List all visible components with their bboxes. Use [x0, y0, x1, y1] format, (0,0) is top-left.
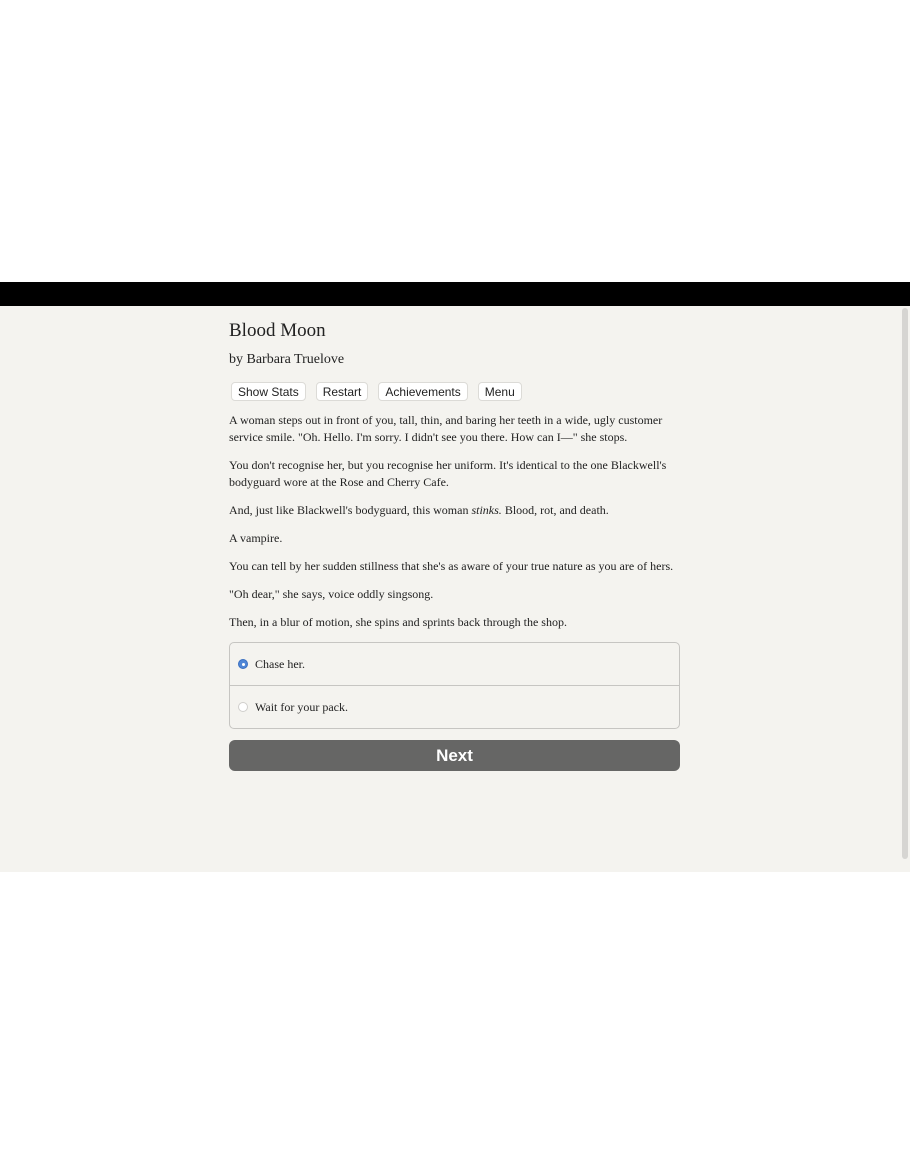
menu-button[interactable]: Menu [478, 382, 522, 401]
restart-button[interactable]: Restart [316, 382, 369, 401]
game-title: Blood Moon [229, 320, 326, 341]
story-paragraph: You can tell by her sudden stillness that she's as aware of your true nature as you are of hers. [229, 559, 674, 573]
story-paragraph: Then, in a blur of motion, she spins and sprints back through the shop. [229, 615, 567, 629]
story-text-fragment: Blood, rot, and death. [501, 503, 609, 517]
story-paragraph: A woman steps out in front of you, tall, thin, and baring her teeth in a wide, ugly customer service smile. "Oh. Hello. I'm sorry. I didn't see you there. How can I—" she stops. [229, 413, 663, 444]
choice-label: Wait for your pack. [255, 699, 348, 714]
scrollbar[interactable] [902, 308, 908, 859]
top-black-bar [0, 282, 910, 306]
story-text [229, 412, 681, 631]
choice-list [229, 642, 680, 729]
story-text-fragment: And, just like Blackwell's bodyguard, this woman [229, 503, 472, 517]
story-paragraph: A vampire. [229, 531, 283, 545]
game-author: by Barbara Truelove [229, 352, 345, 367]
story-emphasis: stinks. [471, 503, 502, 517]
story-paragraph [229, 502, 681, 519]
choice-chase-her[interactable] [230, 643, 679, 685]
radio-selected-icon[interactable] [238, 659, 248, 669]
story-paragraph: "Oh dear," she says, voice oddly singsong. [229, 587, 434, 601]
achievements-button[interactable]: Achievements [378, 382, 467, 401]
story-paragraph: You don't recognise her, but you recognise her uniform. It's identical to the one Blackwell's bodyguard wore at the Rose and Cherry Cafe. [229, 458, 667, 489]
game-content [229, 306, 681, 771]
show-stats-button[interactable]: Show Stats [231, 382, 306, 401]
choice-label: Chase her. [255, 656, 305, 671]
toolbar [231, 382, 681, 401]
radio-unselected-icon[interactable] [238, 702, 248, 712]
choice-wait-for-pack[interactable] [230, 685, 679, 728]
next-button[interactable]: Next [229, 740, 680, 771]
